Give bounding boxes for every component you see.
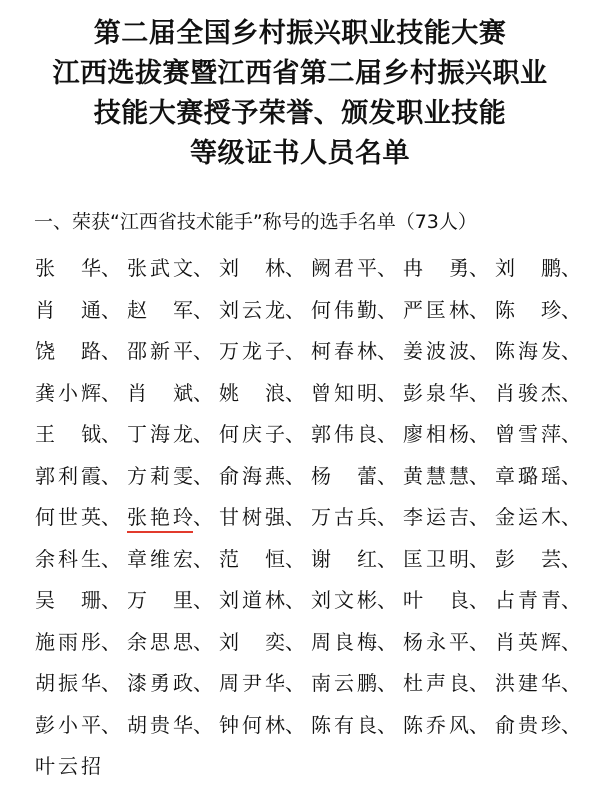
separator: 、 xyxy=(101,588,121,613)
name-entry xyxy=(311,252,403,281)
name-row xyxy=(35,288,595,330)
name-entry xyxy=(403,709,495,738)
separator: 、 xyxy=(561,588,581,613)
person-name: 曾知明 xyxy=(311,380,377,405)
name-entry xyxy=(311,377,403,406)
person-name: 章维宏 xyxy=(127,546,193,571)
separator: 、 xyxy=(285,297,305,322)
person-name: 肖骏杰 xyxy=(495,380,561,405)
separator: 、 xyxy=(561,712,581,737)
name-entry xyxy=(219,543,311,572)
name-entry xyxy=(219,418,311,447)
name-entry xyxy=(495,501,587,530)
name-entry xyxy=(127,335,219,364)
name-entry xyxy=(127,252,219,281)
separator: 、 xyxy=(469,712,489,737)
separator: 、 xyxy=(193,505,213,530)
name-entry xyxy=(35,626,127,655)
person-name: 万古兵 xyxy=(311,505,377,530)
name-entry xyxy=(127,709,219,738)
name-entry xyxy=(127,626,219,655)
person-name: 杜声良 xyxy=(403,671,469,696)
separator: 、 xyxy=(469,297,489,322)
person-name: 余科生 xyxy=(35,546,101,571)
separator: 、 xyxy=(193,629,213,654)
separator: 、 xyxy=(561,463,581,488)
name-entry xyxy=(495,543,587,572)
name-row xyxy=(35,371,595,413)
name-entry xyxy=(311,584,403,613)
name-row xyxy=(35,620,595,662)
name-entry xyxy=(311,709,403,738)
name-entry xyxy=(127,418,219,447)
name-entry xyxy=(127,377,219,406)
separator: 、 xyxy=(377,671,397,696)
separator: 、 xyxy=(469,629,489,654)
person-name: 周良梅 xyxy=(311,629,377,654)
person-name: 胡贵华 xyxy=(127,712,193,737)
name-entry xyxy=(403,626,495,655)
separator: 、 xyxy=(469,546,489,571)
separator: 、 xyxy=(561,546,581,571)
name-entry xyxy=(403,501,495,530)
name-entry xyxy=(35,543,127,572)
person-name: 彭泉华 xyxy=(403,380,469,405)
name-row xyxy=(35,454,595,496)
person-name: 刘文彬 xyxy=(311,588,377,613)
name-row xyxy=(35,329,595,371)
name-entry xyxy=(495,252,587,281)
name-row xyxy=(35,744,595,786)
person-name: 钟何林 xyxy=(219,712,285,737)
separator: 、 xyxy=(377,380,397,405)
separator: 、 xyxy=(101,546,121,571)
highlighted-name: 张艳玲 xyxy=(127,501,193,533)
person-name: 刘奕 xyxy=(219,629,285,654)
separator: 、 xyxy=(101,629,121,654)
separator: 、 xyxy=(285,505,305,530)
person-name: 刘鹏 xyxy=(495,256,561,281)
separator: 、 xyxy=(377,422,397,447)
name-entry xyxy=(219,584,311,613)
person-name: 余思思 xyxy=(127,629,193,654)
name-entry xyxy=(495,667,587,696)
person-name: 谢红 xyxy=(311,546,377,571)
person-name: 肖通 xyxy=(35,297,101,322)
separator: 、 xyxy=(193,256,213,281)
person-name: 杨永平 xyxy=(403,629,469,654)
separator: 、 xyxy=(193,671,213,696)
name-entry xyxy=(35,750,127,779)
name-entry xyxy=(219,294,311,323)
person-name: 叶良 xyxy=(403,588,469,613)
person-name: 方莉雯 xyxy=(127,463,193,488)
person-name: 金运木 xyxy=(495,505,561,530)
separator: 、 xyxy=(193,422,213,447)
separator: 、 xyxy=(561,297,581,322)
separator: 、 xyxy=(285,380,305,405)
person-name: 施雨彤 xyxy=(35,629,101,654)
name-entry xyxy=(35,584,127,613)
person-name: 万里 xyxy=(127,588,193,613)
name-entry xyxy=(35,460,127,489)
section-heading: 一、荣获“江西省技术能手”称号的选手名单（73人） xyxy=(34,211,477,233)
person-name: 冉勇 xyxy=(403,256,469,281)
name-entry xyxy=(403,252,495,281)
name-entry xyxy=(311,335,403,364)
person-name: 刘云龙 xyxy=(219,297,285,322)
name-entry xyxy=(35,418,127,447)
person-name: 郭利霞 xyxy=(35,463,101,488)
separator: 、 xyxy=(377,588,397,613)
separator: 、 xyxy=(101,297,121,322)
name-row xyxy=(35,703,595,745)
separator: 、 xyxy=(193,546,213,571)
person-name: 饶路 xyxy=(35,339,101,364)
person-name: 刘道林 xyxy=(219,588,285,613)
name-entry xyxy=(219,709,311,738)
separator: 、 xyxy=(285,588,305,613)
name-entry xyxy=(219,626,311,655)
name-entry xyxy=(495,418,587,447)
person-name: 严匡林 xyxy=(403,297,469,322)
name-entry xyxy=(35,667,127,696)
person-name: 吴珊 xyxy=(35,588,101,613)
name-entry xyxy=(311,460,403,489)
separator: 、 xyxy=(561,505,581,530)
person-name: 黄慧慧 xyxy=(403,463,469,488)
separator: 、 xyxy=(561,380,581,405)
title-line: 江西选拔赛暨江西省第二届乡村振兴职业 xyxy=(52,58,548,89)
person-name: 南云鹏 xyxy=(311,671,377,696)
name-entry xyxy=(127,543,219,572)
person-name: 范恒 xyxy=(219,546,285,571)
name-entry xyxy=(311,501,403,530)
name-entry xyxy=(311,543,403,572)
name-row xyxy=(35,495,595,537)
name-entry xyxy=(495,335,587,364)
name-row xyxy=(35,246,595,288)
separator: 、 xyxy=(101,422,121,447)
person-name: 匡卫明 xyxy=(403,546,469,571)
person-name: 郭伟良 xyxy=(311,422,377,447)
separator: 、 xyxy=(193,712,213,737)
name-entry xyxy=(219,335,311,364)
name-entry xyxy=(219,252,311,281)
person-name: 万龙子 xyxy=(219,339,285,364)
separator: 、 xyxy=(377,463,397,488)
name-entry xyxy=(35,377,127,406)
separator: 、 xyxy=(285,256,305,281)
title-line: 第二届全国乡村振兴职业技能大赛 xyxy=(93,18,507,49)
person-name: 王钺 xyxy=(35,422,101,447)
name-entry xyxy=(127,584,219,613)
person-name: 叶云招 xyxy=(35,754,101,779)
separator: 、 xyxy=(193,463,213,488)
name-entry xyxy=(219,460,311,489)
name-entry xyxy=(35,709,127,738)
name-entry xyxy=(403,460,495,489)
separator: 、 xyxy=(469,671,489,696)
person-name: 柯春林 xyxy=(311,339,377,364)
separator: 、 xyxy=(285,422,305,447)
person-name: 甘树强 xyxy=(219,505,285,530)
separator: 、 xyxy=(285,671,305,696)
separator: 、 xyxy=(377,339,397,364)
title-line: 技能大赛授予荣誉、颁发职业技能 xyxy=(93,98,507,129)
separator: 、 xyxy=(193,297,213,322)
name-entry xyxy=(403,418,495,447)
name-entry xyxy=(35,335,127,364)
name-entry xyxy=(403,543,495,572)
person-name: 洪建华 xyxy=(495,671,561,696)
person-name: 龚小辉 xyxy=(35,380,101,405)
name-entry xyxy=(311,418,403,447)
separator: 、 xyxy=(285,546,305,571)
person-name: 俞海燕 xyxy=(219,463,285,488)
person-name: 丁海龙 xyxy=(127,422,193,447)
name-entry xyxy=(219,501,311,530)
name-entry xyxy=(35,252,127,281)
separator: 、 xyxy=(377,629,397,654)
person-name: 周尹华 xyxy=(219,671,285,696)
person-name: 何伟勤 xyxy=(311,297,377,322)
name-row xyxy=(35,578,595,620)
separator: 、 xyxy=(377,712,397,737)
separator: 、 xyxy=(285,712,305,737)
separator: 、 xyxy=(469,588,489,613)
person-name: 彭小平 xyxy=(35,712,101,737)
person-name: 肖斌 xyxy=(127,380,193,405)
person-name: 章璐瑶 xyxy=(495,463,561,488)
name-entry xyxy=(311,294,403,323)
person-name: 俞贵珍 xyxy=(495,712,561,737)
person-name: 张华 xyxy=(35,256,101,281)
separator: 、 xyxy=(193,380,213,405)
name-entry xyxy=(495,709,587,738)
name-entry xyxy=(495,584,587,613)
separator: 、 xyxy=(101,505,121,530)
person-name: 李运吉 xyxy=(403,505,469,530)
name-entry xyxy=(403,377,495,406)
person-name: 刘林 xyxy=(219,256,285,281)
separator: 、 xyxy=(101,339,121,364)
person-name: 何世英 xyxy=(35,505,101,530)
name-entry xyxy=(219,377,311,406)
name-entry xyxy=(495,294,587,323)
person-name: 陈珍 xyxy=(495,297,561,322)
person-name: 肖英辉 xyxy=(495,629,561,654)
name-entry xyxy=(495,377,587,406)
name-entry xyxy=(311,667,403,696)
separator: 、 xyxy=(469,380,489,405)
separator: 、 xyxy=(101,671,121,696)
separator: 、 xyxy=(101,712,121,737)
separator: 、 xyxy=(561,629,581,654)
separator: 、 xyxy=(101,380,121,405)
separator: 、 xyxy=(561,422,581,447)
name-entry xyxy=(127,460,219,489)
separator: 、 xyxy=(561,339,581,364)
person-name: 何庆子 xyxy=(219,422,285,447)
separator: 、 xyxy=(285,463,305,488)
separator: 、 xyxy=(193,588,213,613)
name-entry xyxy=(35,294,127,323)
separator: 、 xyxy=(101,256,121,281)
name-entry xyxy=(127,294,219,323)
separator: 、 xyxy=(469,256,489,281)
person-name: 赵军 xyxy=(127,297,193,322)
person-name: 占青青 xyxy=(495,588,561,613)
person-name: 陈有良 xyxy=(311,712,377,737)
separator: 、 xyxy=(377,546,397,571)
person-name: 廖相杨 xyxy=(403,422,469,447)
document-title xyxy=(0,14,600,174)
person-name: 胡振华 xyxy=(35,671,101,696)
separator: 、 xyxy=(285,629,305,654)
person-name: 姚浪 xyxy=(219,380,285,405)
person-name: 杨蕾 xyxy=(311,463,377,488)
name-entry xyxy=(219,667,311,696)
separator: 、 xyxy=(377,297,397,322)
person-name: 曾雪萍 xyxy=(495,422,561,447)
separator: 、 xyxy=(377,256,397,281)
separator: 、 xyxy=(561,256,581,281)
name-row xyxy=(35,661,595,703)
person-name: 漆勇政 xyxy=(127,671,193,696)
separator: 、 xyxy=(561,671,581,696)
separator: 、 xyxy=(377,505,397,530)
separator: 、 xyxy=(469,422,489,447)
name-entry xyxy=(35,501,127,530)
name-entry xyxy=(403,667,495,696)
name-row xyxy=(35,412,595,454)
name-entry xyxy=(495,626,587,655)
title-line: 等级证书人员名单 xyxy=(190,138,410,169)
name-row xyxy=(35,537,595,579)
separator: 、 xyxy=(193,339,213,364)
name-entry xyxy=(403,584,495,613)
person-name: 张武文 xyxy=(127,256,193,281)
person-name: 陈乔风 xyxy=(403,712,469,737)
person-name: 彭芸 xyxy=(495,546,561,571)
name-entry xyxy=(311,626,403,655)
separator: 、 xyxy=(469,339,489,364)
person-name: 陈海发 xyxy=(495,339,561,364)
separator: 、 xyxy=(469,463,489,488)
name-entry xyxy=(403,294,495,323)
name-list xyxy=(35,246,595,786)
name-entry xyxy=(495,460,587,489)
name-entry xyxy=(403,335,495,364)
person-name: 姜波波 xyxy=(403,339,469,364)
name-entry xyxy=(127,667,219,696)
person-name: 阙君平 xyxy=(311,256,377,281)
separator: 、 xyxy=(285,339,305,364)
person-name: 邵新平 xyxy=(127,339,193,364)
separator: 、 xyxy=(469,505,489,530)
separator: 、 xyxy=(101,463,121,488)
name-entry xyxy=(127,501,219,530)
